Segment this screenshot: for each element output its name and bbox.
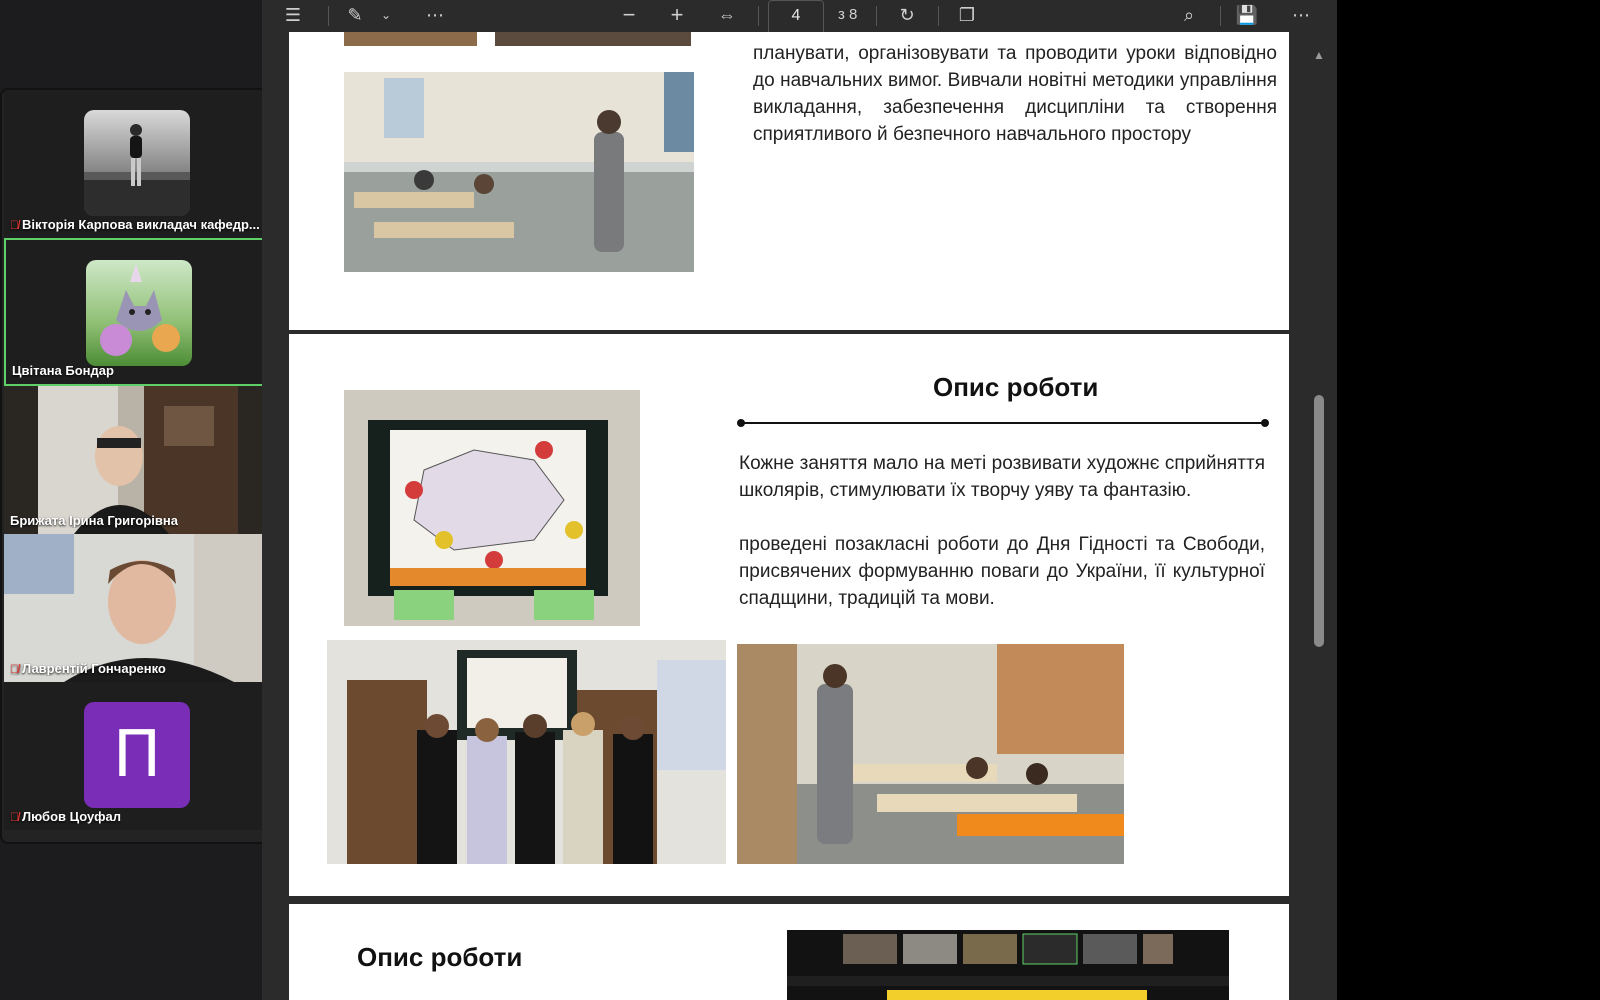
more-options-icon[interactable]: ⋯ <box>1292 5 1310 25</box>
divider-dot <box>1261 419 1269 427</box>
more-icon[interactable]: ⋯ <box>426 5 444 25</box>
photo <box>344 72 694 272</box>
participant-avatar <box>86 260 192 366</box>
participant-tile[interactable] <box>4 238 271 386</box>
desktop-background <box>1337 0 1600 1000</box>
pdf-pages <box>289 32 1289 1000</box>
pdf-viewer <box>262 0 1337 1000</box>
page-text: Кожне заняття мало на меті розвивати художнє сприйняття школярів, стимулювати їх творчу уяву та фантазію. <box>739 453 1265 501</box>
participant-name: Брижата Ірина Григорівна <box>10 513 178 528</box>
page-view-icon[interactable]: ❐ <box>958 5 976 25</box>
list-icon[interactable]: ☰ <box>284 5 302 25</box>
pdf-page <box>289 32 1289 330</box>
save-icon[interactable]: 💾 <box>1235 5 1259 25</box>
photo <box>495 32 691 46</box>
heading-divider <box>741 422 1265 424</box>
participant-name: 🎙̸ Вікторія Карпова викладач кафедр... <box>10 217 260 232</box>
photo <box>787 930 1229 1000</box>
fit-width-icon[interactable]: ⇔ <box>718 5 736 25</box>
page-number-input[interactable]: 4 <box>768 0 824 36</box>
page-text: планувати, організовувати та проводити уроки відповідно до навчальних вимог. Вивчали новітні методики управління викладання, забезпечення дисципліни та створення сприятливого й безпечного навчального простору <box>753 43 1277 145</box>
participant-tile[interactable] <box>4 682 271 830</box>
participant-name: 🎙̸ Любов Цоуфал <box>10 809 121 824</box>
scroll-thumb[interactable] <box>1314 395 1324 647</box>
participant-video <box>4 534 271 682</box>
chevron-down-icon[interactable]: ⌄ <box>380 8 392 22</box>
mic-muted-icon: 🎙̸ <box>10 810 19 824</box>
scroll-up-icon[interactable]: ▲ <box>1313 48 1325 62</box>
participants-panel <box>0 88 271 844</box>
mic-muted-icon: 🎙̸ <box>10 662 19 676</box>
photo <box>344 32 477 46</box>
participant-tile[interactable] <box>4 386 271 534</box>
pdf-page <box>289 334 1289 896</box>
photo <box>737 644 1124 864</box>
scrollbar[interactable] <box>1310 40 1328 1000</box>
participant-video <box>4 386 271 534</box>
participant-avatar <box>84 110 190 216</box>
participant-name: Цвітана Бондар <box>12 363 114 378</box>
mic-muted-icon: 🎙̸ <box>10 218 19 232</box>
pdf-toolbar <box>262 0 1337 32</box>
zoom-out-icon[interactable]: − <box>622 2 636 27</box>
rotate-icon[interactable]: ↻ <box>899 5 915 25</box>
divider-dot <box>737 419 745 427</box>
section-heading: Опис роботи <box>933 372 1099 402</box>
page-total: з 8 <box>838 6 858 23</box>
pen-icon[interactable]: ✎ <box>347 5 363 25</box>
search-icon[interactable]: ⌕ <box>1183 5 1195 25</box>
participant-name: 🎙̸ Лаврентій Гончаренко <box>10 661 166 676</box>
photo <box>344 390 640 626</box>
zoom-in-icon[interactable]: + <box>670 2 684 27</box>
participant-tile[interactable] <box>4 534 271 682</box>
participant-tile[interactable] <box>4 90 271 238</box>
pdf-page <box>289 904 1289 1000</box>
participant-avatar: П <box>84 702 190 808</box>
page-text: проведені позакласні роботи до Дня Гідності та Свободи, присвячених формуванню поваги до України, її культурної спадщини, традицій та мови. <box>739 534 1265 609</box>
section-heading: Опис роботи <box>357 942 523 972</box>
photo <box>327 640 726 864</box>
